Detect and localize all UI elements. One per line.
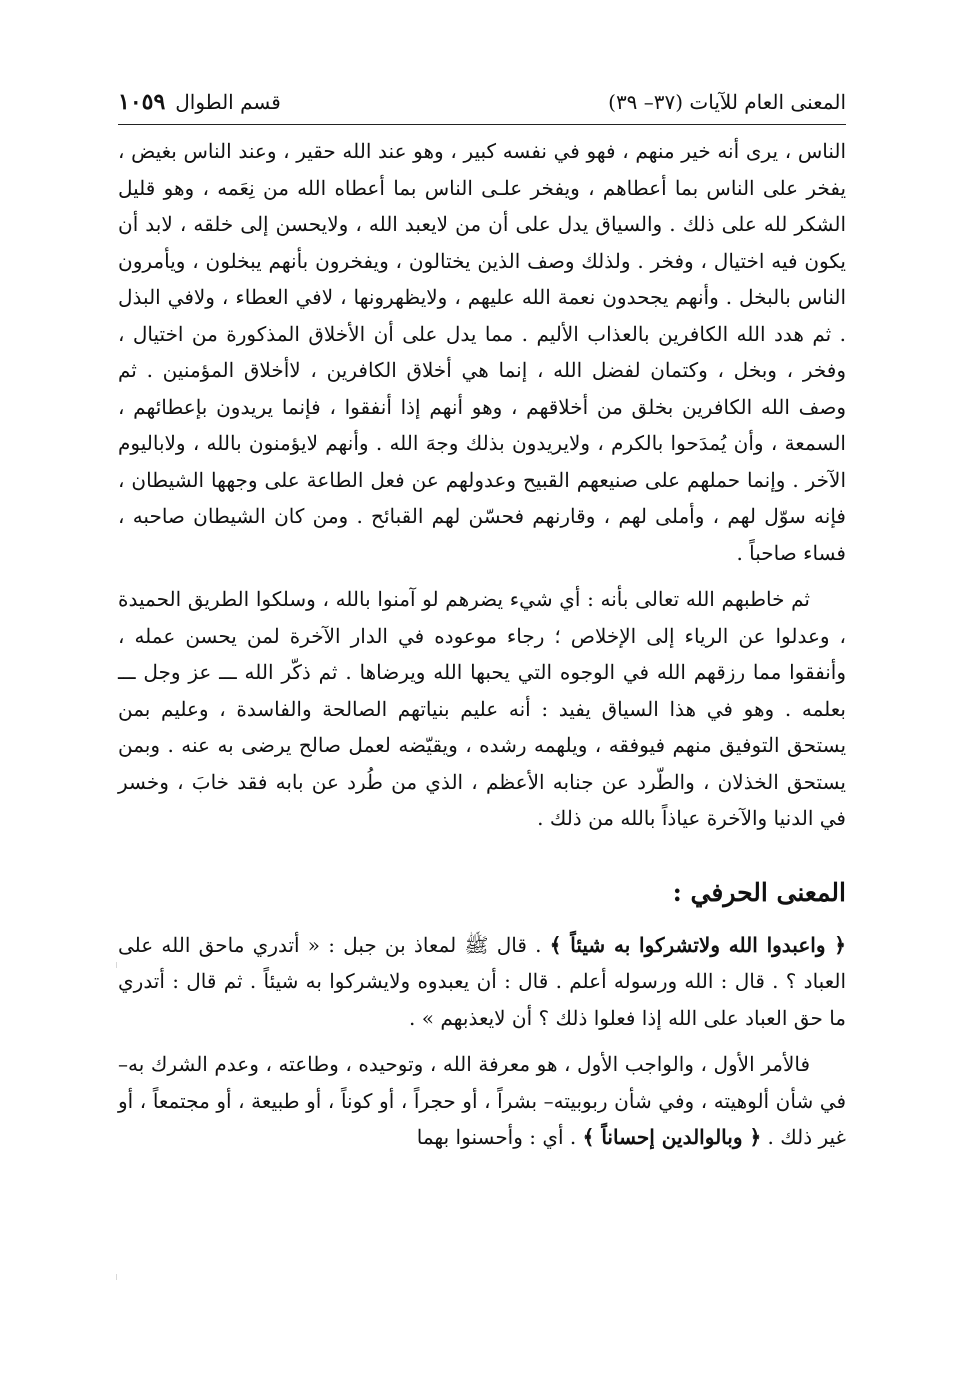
text-line: وقارنهم فحسّن لهم القبائح . ومن كان الشيطان صاحبه ، فساء صاحباً . [118, 504, 846, 565]
section-gap [118, 837, 846, 871]
page-number: ١٠٥٩ [118, 89, 166, 115]
text-line: على أن الأخلاق المذكورة من اختيال ، وفخر ، وبخل ، وكتمان لفضل الله ، إنما هي [118, 321, 846, 382]
text-line: وجل ـــ بعلمه . وهو في هذا السياق يفيد : أنه عليم بنياتهم الصالحة والفاسدة ، وعليم [118, 660, 846, 721]
header-section-name: قسم الطوال [175, 90, 281, 114]
text-line: بأنهم يبخلون ، ويأمرون الناس بالبخل . وأنهم يجحدون نعمة الله عليهم ، [118, 248, 847, 309]
text-line: الشرك به– في شأن ألوهيته ، وفي شأن ربوبيته– بشراً ، أو حجراً ، أو كوناً ، أو [118, 1052, 847, 1113]
text-line: الحميدة ، وعدلوا عن الرياء إلى الإخلاص ؛ رجاء موعوده في الدار الآخرة لمن يحسن [118, 587, 847, 648]
section-heading: المعنى الحرفي : [672, 877, 846, 907]
text-line: أخلاق الكافرين ، لاأخلاق المؤمنين . ثم وصف الله الكافرين بخلق من أخلاقهم ، وهو [118, 358, 846, 419]
quran-verse: ﴿ واعبدوا الله ولاتشركوا به شيئاً ﴾ [549, 932, 846, 957]
text-line: فالأمر الأول ، والواجب الأول ، هو معرفة الله ، وتوحيده ، وطاعته ، وعدم [214, 1052, 810, 1076]
text-line: القبيح وعدولهم عن فعل الطاعة على وجهها الشيطان ، فإنه سوّل لهم ، وأملى لهم ، [118, 467, 846, 528]
header-rule [118, 124, 846, 125]
paragraph-gap [118, 571, 846, 581]
book-page [118, 84, 846, 1156]
text-line: قال : أتدري ما حق العباد على الله إذا فعلوا ذلك ؟ أن لايعذبهم » . [118, 969, 846, 1030]
text-line: وخسر في الدنيا والآخرة عياذاً بالله من ذلك . [118, 769, 846, 830]
text-line: ثم خاطبهم الله تعالى بأنه : أي شيء يضرهم لو آمنوا بالله ، وسلكوا الطريق [187, 587, 811, 611]
text-line: . أي : وأحسنوا بهما [416, 1125, 583, 1149]
text-line: وهو قليل الشكر لله على ذلك . والسياق يدل على أن من لايعبد الله ، ولايحسن إلى [118, 175, 847, 236]
header-title: المعنى العام للآيات (٣٧– ٣٩) [608, 90, 846, 114]
paragraph-tawhid [118, 1046, 846, 1156]
paragraph-gap [118, 1036, 846, 1046]
text-line: وبمن يستحق الخذلان ، والطّرد عن جنابه الأعظم ، الذي من طُرد عن بابه فقد خابَ ، [118, 733, 846, 794]
text-line: خلقه ، لابد أن يكون فيه اختيال ، وفخر . ولذلك وصف الذين يختالون ، ويفخرون [118, 212, 847, 273]
quran-verse: ﴿ وبالوالدين إحساناً ﴾ [582, 1125, 762, 1149]
running-header [118, 84, 846, 124]
text-line: بمن يستحق التوفيق منهم فيوفقه ، ويلهمه رشده ، ويقيّضه لعمل صالح يرضى به عنه . [118, 696, 847, 757]
scan-speck [116, 962, 117, 968]
text-line: عمله ، وأنفقوا مما رزقهم الله في الوجوه التي يحبها الله ويرضاها . ثم ذكّر الله ـــ عز [118, 623, 846, 684]
text-line: الناس ، يرى أنه خير منهم ، فهو في نفسه كبير ، وهو عند الله حقير ، وعند الناس [183, 139, 847, 163]
scan-speck [116, 1274, 117, 1280]
paragraph-explanation-1 [118, 133, 846, 571]
text-line: بغيض ، يفخر على الناس بما أعطاهم ، ويفخر علـى الناس بما أعطاه الله من نِعَمه ، [118, 139, 847, 200]
text-line: . قال ﷺ لمعاذ بن جبل : « أتدري ماحق [198, 932, 550, 957]
paragraph-hadith [118, 927, 846, 1037]
text-line: طبيعة ، أو مجتمعاً ، أو غير ذلك . [118, 1088, 846, 1149]
text-line: ولايظهرونها ، لافي العطاء ، ولافي البذل . ثم هدد الله الكافرين بالعذاب الأليم . مما يدل [118, 285, 846, 346]
text-line: الله على العباد ؟ . قال : الله ورسوله أعلم . قال : أن يعبدوه ولايشركوا به شيئاً . ثم [118, 932, 847, 993]
header-section-info [118, 84, 281, 120]
text-line: أنهم إذا أنفقوا ، فإنما يريدون بإعطائهم ، السمعة ، وأن يُمدَحوا بالكرم ، ولايريدون [118, 394, 846, 455]
paragraph-explanation-2 [118, 581, 846, 837]
text-line: بذلك وجهَ الله . وأنهم لايؤمنون بالله ، ولاباليوم الآخر . وإنما حملهم على صنيعهم [118, 431, 847, 492]
